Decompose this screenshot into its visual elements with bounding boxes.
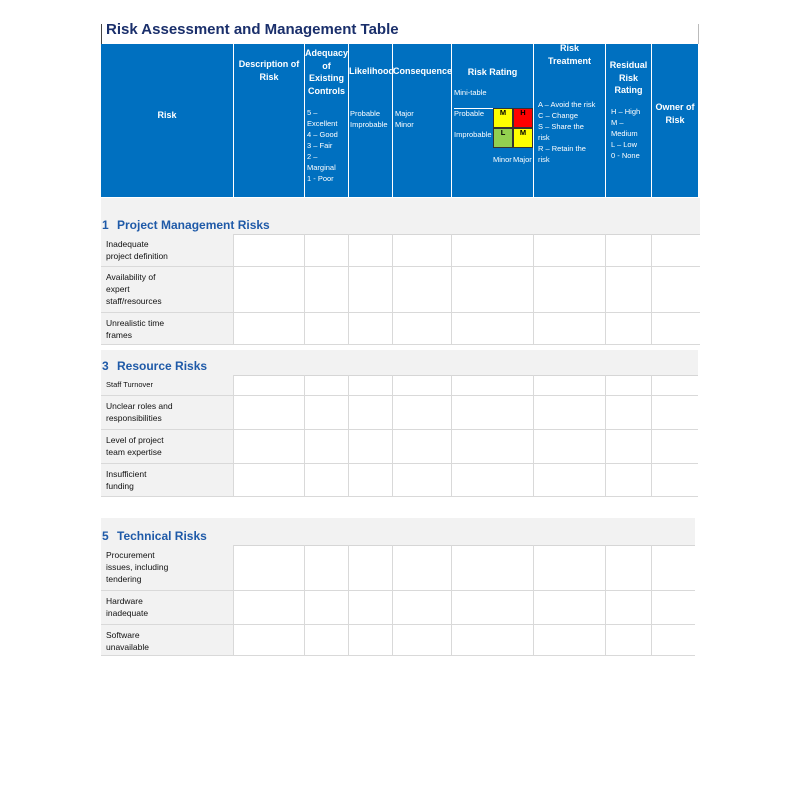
- cell-divider: [651, 375, 652, 395]
- risk-label: [101, 313, 233, 344]
- cell-divider: [651, 591, 652, 624]
- table-row: [101, 625, 695, 656]
- cell-divider: [651, 545, 652, 590]
- cell-divider: [451, 545, 452, 590]
- cell-divider: [233, 313, 234, 344]
- cell-divider: [605, 591, 606, 624]
- cell-divider: [533, 234, 534, 266]
- cell-divider: [451, 313, 452, 344]
- risk-label-line: funding: [106, 481, 134, 491]
- risk-label-line: Procurement: [106, 550, 155, 560]
- header-owner: [651, 44, 698, 197]
- cell-divider: [605, 313, 606, 344]
- header-risk-treatment-label: Risk Treatment: [547, 43, 591, 66]
- cell-divider: [392, 625, 393, 655]
- risk-label: [101, 375, 233, 395]
- treatment-options: A – Avoid the risk C – Change S – Share the risk R – Retain the risk: [538, 100, 596, 164]
- risk-label: [101, 396, 233, 429]
- cell-divider: [348, 234, 349, 266]
- cell-divider: [533, 591, 534, 624]
- cell-divider: [605, 464, 606, 496]
- risk-label-line: tendering: [106, 574, 142, 584]
- risk-label: [101, 234, 233, 266]
- cell-divider: [392, 313, 393, 344]
- cell-divider: [605, 234, 606, 266]
- cell-divider: [605, 396, 606, 429]
- matrix-cell-medium: M: [513, 128, 533, 148]
- cell-divider: [233, 375, 234, 395]
- cell-divider: [233, 625, 234, 655]
- cell-divider: [304, 545, 305, 590]
- risk-label-line: Insufficient: [106, 469, 147, 479]
- cell-divider: [533, 545, 534, 590]
- risk-label: [101, 625, 233, 655]
- risk-label: [101, 591, 233, 624]
- risk-label: [101, 464, 233, 496]
- table-row: [101, 267, 700, 313]
- cell-divider: [348, 591, 349, 624]
- risk-label-line: Hardware: [106, 596, 143, 606]
- section-header: [101, 518, 695, 546]
- residual-scale: H – High M – Medium L – Low 0 - None: [611, 107, 641, 160]
- mini-table-label: Mini-table: [454, 88, 487, 97]
- table-row: [101, 430, 698, 464]
- header-risk-treatment: [533, 44, 605, 197]
- cell-divider: [605, 267, 606, 312]
- page-title: Risk Assessment and Management Table: [106, 21, 399, 38]
- cell-divider: [348, 396, 349, 429]
- risk-label-line: Level of project: [106, 435, 164, 445]
- cell-divider: [533, 375, 534, 395]
- header-consequence-label: Consequence: [393, 66, 453, 76]
- cell-divider: [233, 234, 234, 266]
- cell-divider: [392, 234, 393, 266]
- cell-divider: [533, 464, 534, 496]
- cell-divider: [533, 267, 534, 312]
- table-row: [101, 396, 698, 430]
- consequence-values: Major Minor: [395, 109, 414, 129]
- left-border: [101, 24, 102, 44]
- cell-divider: [304, 375, 305, 395]
- cell-divider: [651, 625, 652, 655]
- cell-divider: [233, 464, 234, 496]
- matrix-row-label-probable: Probable: [454, 109, 485, 118]
- cell-divider: [233, 396, 234, 429]
- risk-label-line: Unrealistic time: [106, 318, 165, 328]
- cell-divider: [304, 267, 305, 312]
- section-header: [101, 350, 698, 376]
- section-header: [101, 198, 700, 235]
- cell-divider: [533, 430, 534, 463]
- header-adequacy: [304, 44, 348, 197]
- cell-divider: [651, 234, 652, 266]
- matrix-cell-low: L: [493, 128, 513, 148]
- cell-divider: [392, 591, 393, 624]
- risk-label: [101, 430, 233, 463]
- cell-divider: [233, 267, 234, 312]
- cell-divider: [392, 545, 393, 590]
- cell-divider: [348, 625, 349, 655]
- table-row: [101, 234, 700, 267]
- header-risk-rating-label: Risk Rating: [467, 67, 518, 77]
- risk-label-line: Staff Turnover: [106, 380, 153, 389]
- matrix-cell-medium: M: [493, 108, 513, 128]
- risk-label: [101, 267, 233, 312]
- cell-divider: [304, 234, 305, 266]
- cell-divider: [304, 396, 305, 429]
- cell-divider: [605, 375, 606, 395]
- cell-divider: [392, 375, 393, 395]
- cell-divider: [451, 625, 452, 655]
- adequacy-scale: 5 – Excellent 4 – Good 3 – Fair 2 – Marginal 1 - Poor: [307, 108, 338, 183]
- risk-label-line: frames: [106, 330, 132, 340]
- risk-label: [101, 545, 233, 590]
- cell-divider: [451, 267, 452, 312]
- matrix-col-label-minor: Minor: [493, 155, 512, 164]
- risk-label-line: Inadequate: [106, 239, 149, 249]
- matrix-row-label-improbable: Improbable: [454, 130, 492, 139]
- cell-divider: [392, 430, 393, 463]
- risk-label-line: team expertise: [106, 447, 162, 457]
- cell-divider: [233, 430, 234, 463]
- likelihood-values: Probable Improbable: [350, 109, 388, 129]
- table-row: [101, 591, 695, 625]
- cell-divider: [533, 313, 534, 344]
- cell-divider: [392, 396, 393, 429]
- cell-divider: [348, 464, 349, 496]
- table-row: [101, 375, 698, 396]
- risk-label-line: Software: [106, 630, 140, 640]
- section-number: 5: [102, 529, 109, 543]
- cell-divider: [233, 591, 234, 624]
- risk-label-line: expert: [106, 284, 130, 294]
- header-risk: [101, 44, 233, 197]
- table-row: [101, 313, 700, 345]
- header-residual-label: Residual Risk Rating: [609, 60, 648, 95]
- header-likelihood-label: Likelihood: [349, 66, 394, 76]
- table-header: [101, 44, 698, 197]
- cell-divider: [651, 464, 652, 496]
- cell-divider: [533, 625, 534, 655]
- cell-divider: [451, 234, 452, 266]
- cell-divider: [451, 464, 452, 496]
- header-risk-rating: [451, 44, 533, 197]
- right-border: [698, 24, 699, 44]
- cell-divider: [533, 396, 534, 429]
- section-title: Technical Risks: [117, 529, 207, 543]
- cell-divider: [348, 375, 349, 395]
- section-title: Resource Risks: [117, 359, 208, 373]
- cell-divider: [651, 313, 652, 344]
- header-likelihood: [348, 44, 392, 197]
- table-row: [101, 464, 698, 497]
- matrix-col-label-major: Major: [513, 155, 532, 164]
- section-title: Project Management Risks: [117, 218, 270, 232]
- header-consequence: [392, 44, 451, 197]
- risk-label-line: issues, including: [106, 562, 169, 572]
- risk-label-line: project definition: [106, 251, 168, 261]
- cell-divider: [605, 430, 606, 463]
- cell-divider: [304, 591, 305, 624]
- header-description-label: Description of Risk: [238, 59, 300, 82]
- cell-divider: [304, 625, 305, 655]
- cell-divider: [451, 591, 452, 624]
- cell-divider: [651, 430, 652, 463]
- cell-divider: [392, 267, 393, 312]
- cell-divider: [651, 396, 652, 429]
- risk-label-line: Unclear roles and: [106, 401, 173, 411]
- header-description: [233, 44, 304, 197]
- cell-divider: [451, 430, 452, 463]
- risk-label-line: Availability of: [106, 272, 156, 282]
- cell-divider: [304, 430, 305, 463]
- cell-divider: [451, 396, 452, 429]
- cell-divider: [348, 313, 349, 344]
- header-risk-label: Risk: [157, 110, 177, 120]
- section-number: 3: [102, 359, 109, 373]
- risk-label-line: responsibilities: [106, 413, 162, 423]
- cell-divider: [451, 375, 452, 395]
- header-adequacy-label: Adequacy of Existing Controls: [305, 48, 349, 96]
- cell-divider: [348, 267, 349, 312]
- cell-divider: [605, 545, 606, 590]
- cell-divider: [233, 545, 234, 590]
- header-residual: [605, 44, 651, 197]
- cell-divider: [348, 430, 349, 463]
- cell-divider: [304, 313, 305, 344]
- risk-label-line: staff/resources: [106, 296, 162, 306]
- section-number: 1: [102, 218, 109, 232]
- cell-divider: [651, 267, 652, 312]
- risk-label-line: unavailable: [106, 642, 150, 652]
- header-owner-label: Owner of Risk: [655, 102, 695, 125]
- matrix-cell-high: H: [513, 108, 533, 128]
- risk-label-line: inadequate: [106, 608, 149, 618]
- cell-divider: [605, 625, 606, 655]
- cell-divider: [348, 545, 349, 590]
- cell-divider: [304, 464, 305, 496]
- cell-divider: [392, 464, 393, 496]
- table-row: [101, 545, 695, 591]
